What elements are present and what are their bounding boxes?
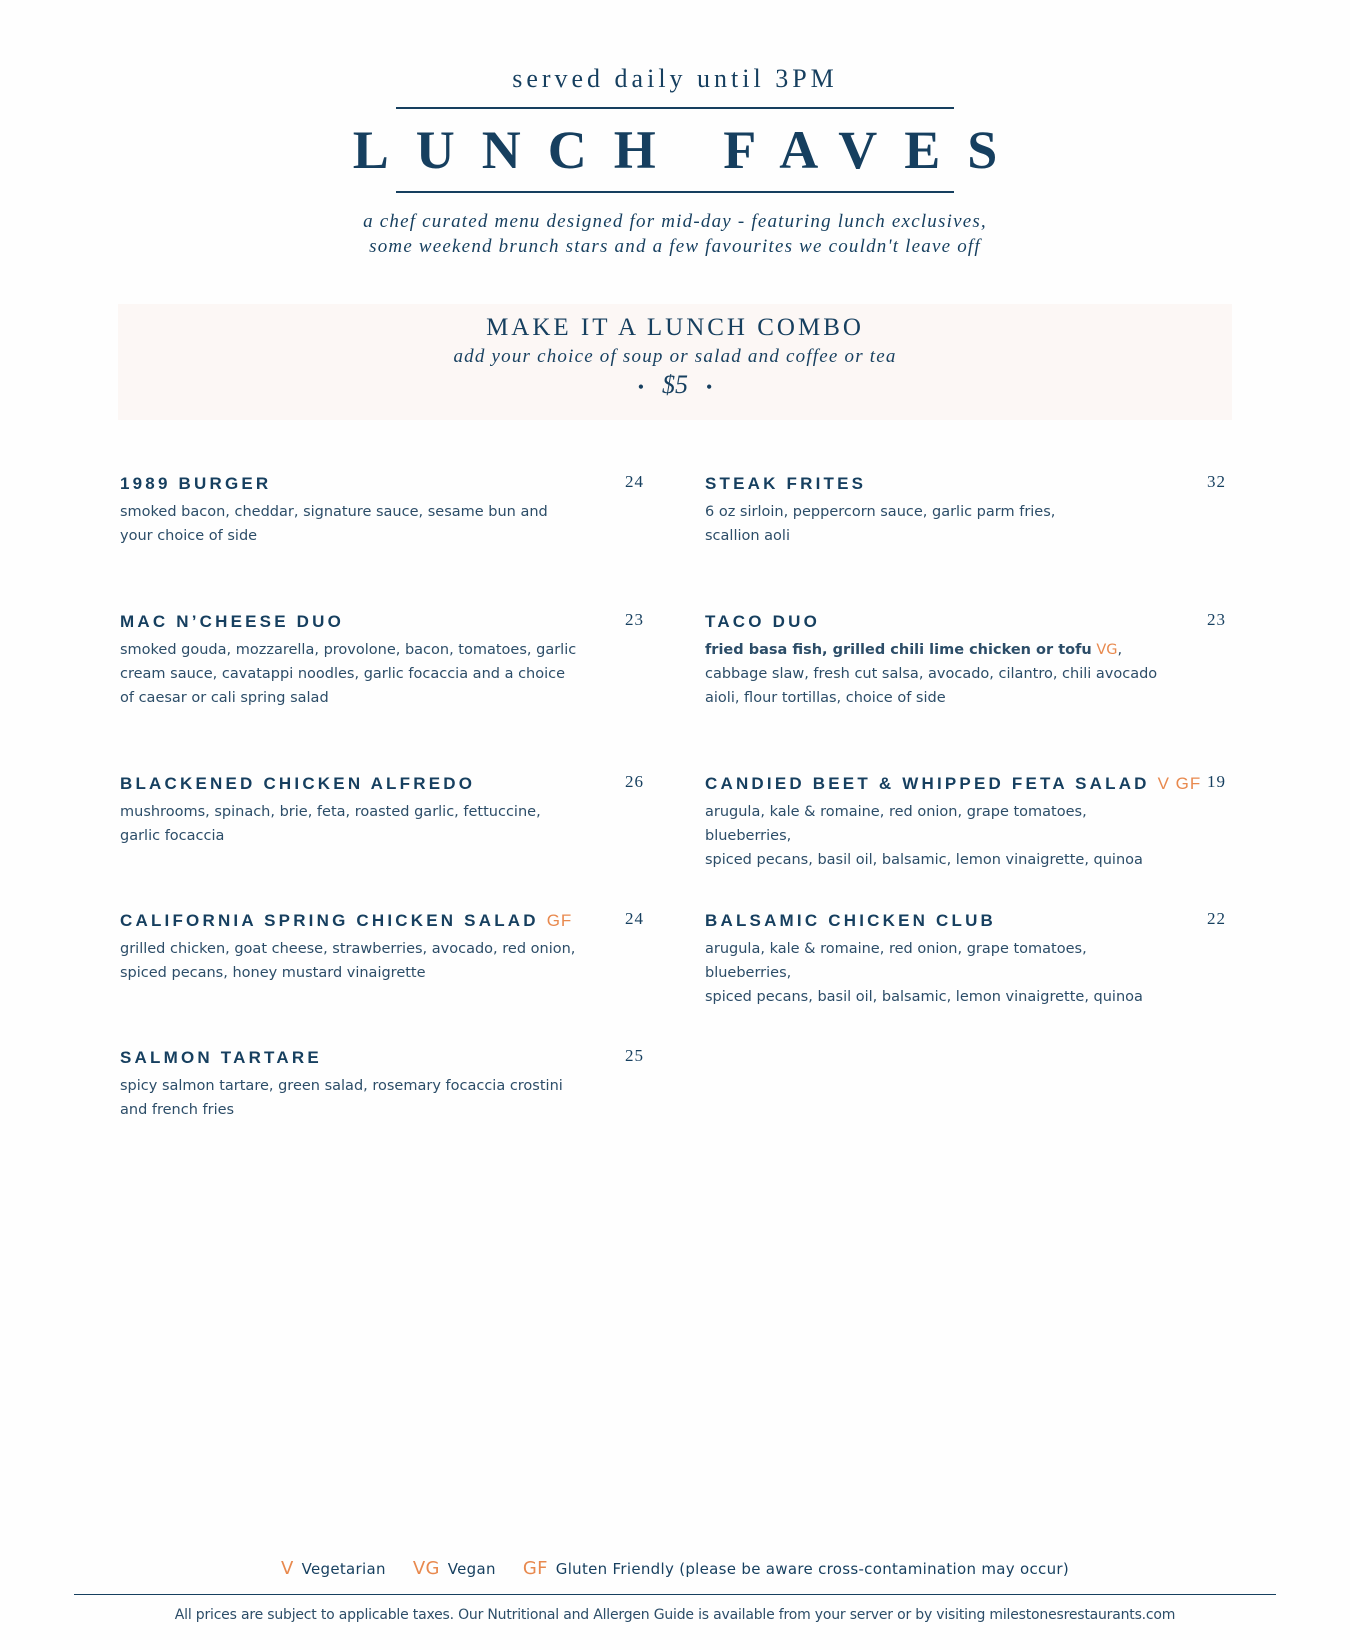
- description-highlight: fried basa fish, grilled chili lime chicken or tofu: [705, 642, 1092, 658]
- menu-item-name: MAC N’CHEESE DUO: [120, 612, 345, 631]
- menu-item-name: BALSAMIC CHICKEN CLUB: [705, 911, 997, 930]
- description-line: spiced pecans, basil oil, balsamic, lemon vinaigrette, quinoa: [705, 989, 1143, 1005]
- menu-item-price: 24: [625, 909, 644, 928]
- description-line: scallion aoli: [705, 528, 790, 544]
- description-line: arugula, kale & romaine, red onion, grape tomatoes, blueberries,: [705, 941, 1087, 981]
- served-daily-note: served daily until 3PM: [512, 64, 838, 93]
- menu-item-name: CANDIED BEET & WHIPPED FETA SALAD: [705, 774, 1150, 793]
- bullet-icon: •: [706, 376, 713, 397]
- legend-label: Gluten Friendly: [555, 1560, 675, 1578]
- menu-item-description: [705, 800, 1165, 872]
- combo-subtitle: add your choice of soup or salad and coffee or tea: [453, 346, 897, 367]
- menu-item-price: 23: [625, 610, 644, 629]
- menu-item-steak-frites: [705, 473, 1245, 548]
- menu-item-taco-duo: [705, 611, 1245, 710]
- menu-item-california-salad: [120, 910, 660, 985]
- menu-item-description: [705, 500, 1165, 548]
- legend-code: V: [280, 1558, 294, 1579]
- menu-item-description: [120, 1074, 580, 1122]
- menu-item-description: [705, 638, 1165, 710]
- legend-code: GF: [522, 1558, 548, 1579]
- menu-item-description: smoked bacon, cheddar, signature sauce, sesame bun and your choice of side: [120, 504, 548, 544]
- description-line: mushrooms, spinach, brie, feta, roasted garlic, fettuccine,: [120, 804, 541, 820]
- menu-item-name: 1989 BURGER: [120, 474, 272, 493]
- menu-item-name-row: [120, 910, 660, 932]
- description-line: garlic focaccia: [120, 828, 225, 844]
- combo-price: $5: [662, 370, 688, 399]
- menu-item-price: 19: [1207, 772, 1226, 791]
- menu-item-description: [705, 937, 1165, 1009]
- menu-header: [0, 64, 1350, 259]
- description-line: spiced pecans, honey mustard vinaigrette: [120, 965, 426, 981]
- menu-item-name: CALIFORNIA SPRING CHICKEN SALAD: [120, 911, 539, 930]
- menu-item-name: TACO DUO: [705, 612, 820, 631]
- legend-note: (please be aware cross-contamination may occur): [679, 1560, 1070, 1578]
- menu-item-burger: [120, 473, 660, 548]
- legend-vegan: [413, 1560, 496, 1578]
- description-line: spicy salmon tartare, green salad, rosemary focaccia crostini: [120, 1078, 563, 1094]
- menu-item-price: 22: [1207, 909, 1226, 928]
- dietary-legend: [0, 1558, 1350, 1579]
- page-title: LUNCH FAVES: [352, 120, 1025, 180]
- menu-item-name-row: [705, 773, 1245, 795]
- menu-item-price: 26: [625, 772, 644, 791]
- description-line: spiced pecans, basil oil, balsamic, lemon vinaigrette, quinoa: [705, 852, 1143, 868]
- vegan-tag: VG: [1096, 642, 1118, 658]
- menu-item-price: 32: [1207, 472, 1226, 491]
- description-line: 6 oz sirloin, peppercorn sauce, garlic parm fries,: [705, 504, 1056, 520]
- legend-label: Vegan: [447, 1560, 496, 1578]
- description-line: and french fries: [120, 1102, 235, 1118]
- legend-label: Vegetarian: [301, 1560, 386, 1578]
- menu-item-description: [120, 800, 580, 848]
- tagline-line-2: some weekend brunch stars and a few favourites we couldn't leave off: [369, 236, 981, 257]
- description-line: arugula, kale & romaine, red onion, grape tomatoes, blueberries,: [705, 804, 1087, 844]
- menu-item-beet-salad: [705, 773, 1245, 872]
- tagline-line-1: a chef curated menu designed for mid-day - featuring lunch exclusives,: [363, 211, 987, 232]
- menu-tagline: [0, 209, 1350, 259]
- bullet-icon: •: [637, 376, 644, 397]
- footer-divider: [74, 1594, 1276, 1595]
- description-rest: , cabbage slaw, fresh cut salsa, avocado, cilantro, chili avocado aioli, flour tortillas, choice of side: [705, 642, 1158, 706]
- menu-item-description: smoked gouda, mozzarella, provolone, bacon, tomatoes, garlic cream sauce, cavatappi noodles, garlic focaccia and a choice of caesar or cali spring salad: [120, 642, 577, 706]
- menu-item-mac-n-cheese: [120, 611, 660, 710]
- legend-vegetarian: [281, 1560, 386, 1578]
- description-line: grilled chicken, goat cheese, strawberries, avocado, red onion,: [120, 941, 576, 957]
- menu-item-price: 23: [1207, 610, 1226, 629]
- menu-item-name: STEAK FRITES: [705, 474, 867, 493]
- combo-price-row: [118, 370, 1232, 400]
- lunch-combo-banner: [118, 304, 1232, 420]
- menu-item-chicken-club: [705, 910, 1245, 1009]
- menu-item-price: 25: [625, 1046, 644, 1065]
- title-bottom-rule: [396, 191, 954, 193]
- menu-item-name: SALMON TARTARE: [120, 1048, 322, 1067]
- legend-code: VG: [412, 1558, 440, 1579]
- menu-item-name: BLACKENED CHICKEN ALFREDO: [120, 774, 476, 793]
- menu-item-salmon-tartare: [120, 1047, 660, 1122]
- menu-item-chicken-alfredo: [120, 773, 660, 848]
- menu-item-description: [120, 937, 580, 985]
- dietary-tags: V GF: [1157, 774, 1202, 793]
- combo-title: MAKE IT A LUNCH COMBO: [486, 314, 864, 341]
- dietary-tags: GF: [546, 911, 573, 930]
- menu-item-price: 24: [625, 472, 644, 491]
- footer-disclaimer: All prices are subject to applicable taxes. Our Nutritional and Allergen Guide is available from your server or by visiting milestonesrestaurants.com: [174, 1607, 1176, 1623]
